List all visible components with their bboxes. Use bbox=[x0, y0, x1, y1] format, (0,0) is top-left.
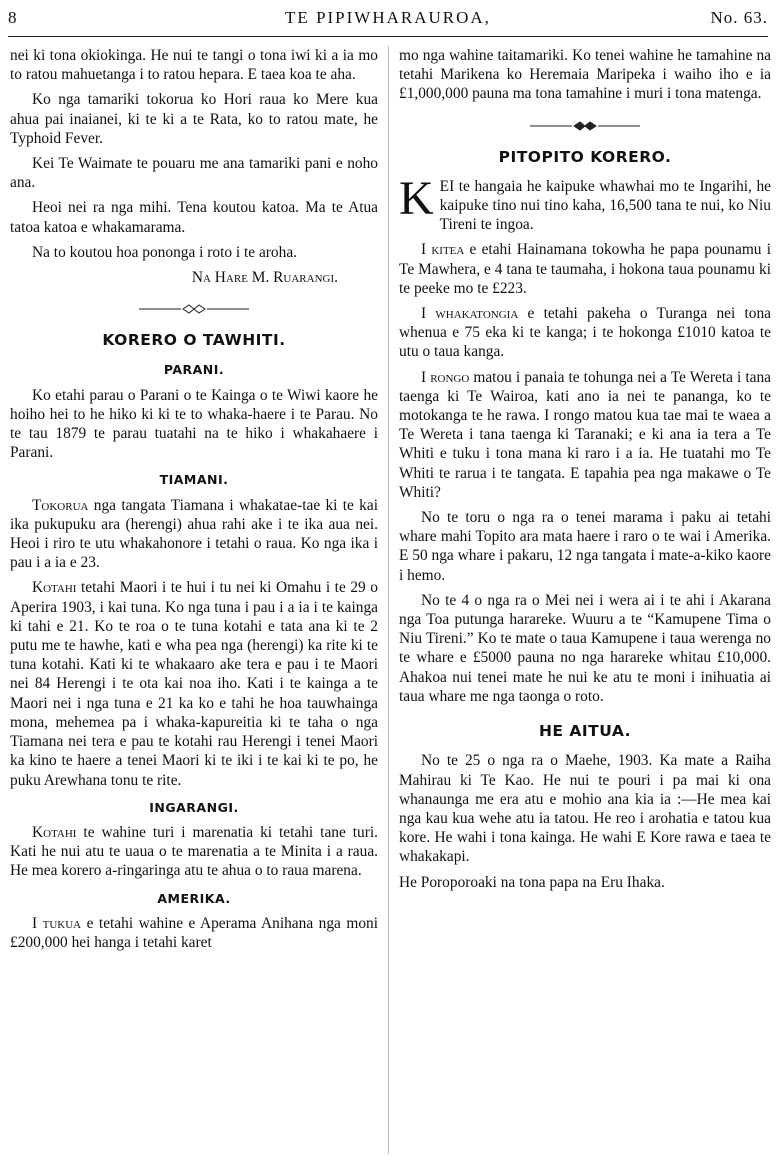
letter-paragraph: Na to koutou hoa pononga i roto i te aroha. bbox=[32, 243, 297, 261]
lead-word: I kitea bbox=[421, 241, 465, 259]
letter-paragraph: Kei Te Waimate te pouaru me ana tamariki pani e noho ana. bbox=[10, 155, 378, 192]
subheading-tiamani: TIAMANI. bbox=[159, 472, 229, 488]
ornament-divider bbox=[399, 118, 771, 132]
issue-number: No. 63. bbox=[710, 8, 768, 27]
article-text: EI te hangaia he kaipuke whawhai mo te Ingarihi, he kaipuke tino nui tino kaha, 16,500 tana te nui, ko Niu Tireni te ingoa. bbox=[439, 177, 771, 234]
page-header bbox=[8, 6, 768, 37]
left-column bbox=[10, 46, 378, 1154]
lead-word: I whakatongia bbox=[421, 305, 519, 323]
lead-word: Kotahi bbox=[32, 823, 77, 841]
article-text: e etahi Hainamana tokowha he papa pounamu i Te Mawhera, e 4 tana te taumaha, i hokona taua pounamu ki te peeke mo te £223. bbox=[399, 241, 771, 297]
right-column bbox=[399, 46, 771, 1154]
article-paragraph bbox=[10, 823, 378, 881]
lead-word: Kotahi bbox=[32, 579, 77, 597]
letter-paragraph: Ko nga tamariki tokorua ko Hori raua ko Mere kua ahua pai inaianei, ki te ki a te Rata, ko to ratou mate, he Typhoid Fever. bbox=[10, 91, 378, 147]
article-text: e tetahi pakeha o Turanga nei tona whenua e 75 eka ki te kanga; i te hokonga £1010 katoa te utu o taua kanga. bbox=[399, 305, 771, 361]
article-paragraph bbox=[10, 914, 378, 952]
article-text: e tetahi wahine e Aperama Anihana nga moni £200,000 hei hanga i tetahi karet bbox=[10, 914, 378, 951]
article-paragraph bbox=[399, 171, 771, 235]
column-divider bbox=[388, 46, 389, 1154]
article-paragraph: No te 25 o nga ra o Maehe, 1903. Ka mate a Raiha Mahirau ki Te Kao. He nui te pouri i pa mai ki ona whanaunga me era atu e mohio ana kia ia :—He mea kai nga kau kua wehe atu ia tatou. He reo i arohatia e tatou kua kore. He wahi i tona kainga. He wahi E Kore rawa e taea te whakakapi. bbox=[399, 752, 771, 866]
subheading-parani: PARANI. bbox=[163, 362, 225, 378]
article-paragraph bbox=[399, 240, 771, 298]
section-title-he-aitua: HE AITUA. bbox=[538, 722, 632, 741]
article-paragraph bbox=[10, 496, 378, 573]
lead-word: I tukua bbox=[32, 914, 82, 932]
article-paragraph bbox=[10, 578, 378, 789]
article-paragraph: mo nga wahine taitamariki. Ko tenei wahine he tamahine na tetahi Marikena ko Heremaia Maripeka i waiho iho e ia £1,000,000 pauna ma tona tamahine i muri i tona matenga. bbox=[399, 47, 771, 103]
article-paragraph: Ko etahi parau o Parani o te Kainga o te Wiwi kaore he hoiho hei to he hiko ki ki te to whaka-haere i te Parau. No te tau 1879 te parau tuatahi na te hiko i whakahaere i Parani. bbox=[10, 386, 378, 462]
section-title-korero-o-tawhiti: KORERO O TAWHITI. bbox=[102, 331, 286, 350]
section-title-pitopito-korero: PITOPITO KORERO. bbox=[498, 147, 672, 166]
letter-signature: Na Hare M. Ruarangi. bbox=[191, 269, 338, 287]
article-paragraph: No te 4 o nga ra o Mei nei i wera ai i te ahi i Akarana nga Toa putunga harareke. Wuuru a te “Kamupene Tima o Niu Tireni.” Ko te mate o taua Kamupene i taua werenga no te whare e £5000 pauna no nga harareke whitau £10,000. Ahakoa nui tenei mate he nui ke atu te moni i inihuatia ai taua whare me nga taonga o roto. bbox=[399, 591, 771, 705]
article-paragraph: He Poroporoaki na tona papa na Eru Ihaka. bbox=[399, 873, 665, 891]
ornament-divider bbox=[10, 301, 378, 315]
lead-word: Tokorua bbox=[32, 496, 89, 514]
article-text: tetahi Maori i te hui i tu nei ki Omahu i te 29 o Aperira 1903, i kai tuna. Ko nga tuna i pau i a ia i te kainga ki tahi e 21. Ko te roa o te tuna kotahi e tata ana ki te 2 putu me te hawhe, kati e wha pea nga (herengi) ka rite ki te tuna kotahi. Kati ki te whakaaro ake tera e pau i te Maori nei 84 Herengi i te ota kai noa iho. Kati i te kainga a te Maori nei i nga tuna e 21 ka ko e tahi he hoa tauwhainga mona, mehemea pa i whaka-kapureitia ki te taha o nga Tiamana nei tera e pau te kotahi rau Herengi i tenei Maori ka kino te haere a tenei Maori ki te iki i te kai ki te po, he puku Arewhana tonu te rite. bbox=[10, 579, 378, 789]
article-paragraph bbox=[399, 368, 771, 502]
newspaper-title: TE PIPIWHARAUROA, bbox=[285, 8, 491, 27]
article-text: te wahine turi i marenatia ki tetahi tane turi. Kati he nui atu te uaua o te marenatia a te Minita i a raua. He mea korero a-ringaringa atu te ahua o to raua marena. bbox=[10, 823, 378, 880]
letter-paragraph: nei ki tona okiokinga. He nui te tangi o tona iwi ki a ia mo to ratou mahuetanga i to ratou hepara. E taea koa te aha. bbox=[10, 47, 378, 84]
subheading-ingarangi: INGARANGI. bbox=[149, 799, 239, 815]
letter-paragraph: Heoi nei ra nga mihi. Tena koutou katoa. Ma te Atua tatoa katoa e whakamarama. bbox=[10, 199, 378, 236]
page-number: 8 bbox=[8, 8, 18, 27]
drop-cap: K bbox=[399, 171, 434, 225]
article-text: nga tangata Tiamana i whakatae-tae ki te kai ika pukupuku ara (herengi) ahua rahi ake i te ika aua nei. Heoi i riro te utu whakahonore i tetahi o raua. Ko nga ika i pau i a ia e 23. bbox=[10, 496, 378, 572]
article-paragraph: No te toru o nga ra o tenei marama i paku ai tetahi whare mahi Topito ara mata haere i raro o te wai i Amerika. E 50 nga whare i pakaru, 12 nga tangata i mate-a-kiko kaore i hemo. bbox=[399, 509, 771, 584]
subheading-amerika: AMERIKA. bbox=[157, 890, 231, 906]
article-text: matou i panaia te tohunga nei a Te Wereta i tana taenga ki Te Wairoa, kati ano ia nei te pananga, ko te motokanga te he rawa. I rongo matou kua tae mai te waea a Te Wereta i tana taenga ki Taranaki; e ki ana ia tera a Te Whiti e tuku i tona mana ki raro i a ia. He tuatahi mo Te Whiti te rarua i te tangata. E tapahia pea nga makawe o Te Whiti? bbox=[399, 368, 771, 501]
article-paragraph bbox=[399, 304, 771, 362]
lead-word: I rongo bbox=[421, 368, 470, 386]
